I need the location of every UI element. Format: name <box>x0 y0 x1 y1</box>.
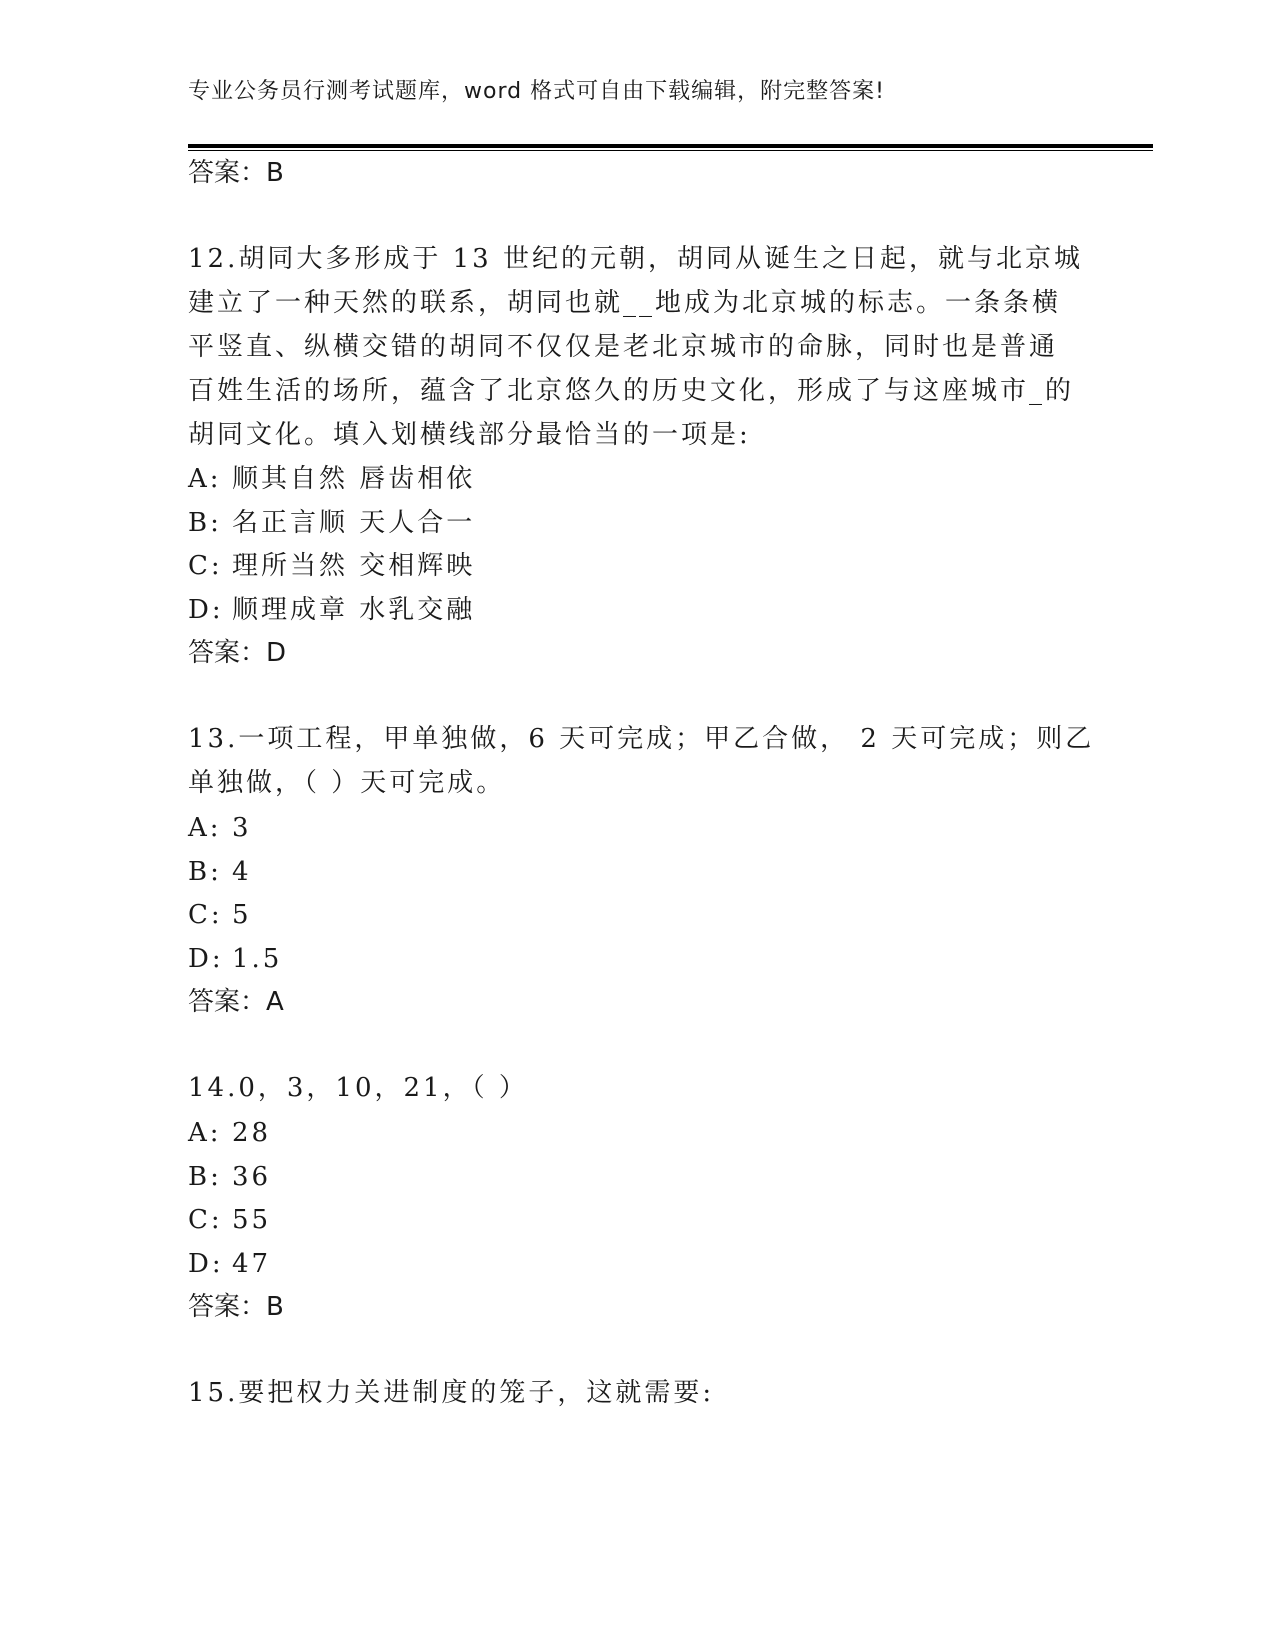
q14-stem-line-1: 14.0，3，10，21，（ ） <box>188 1073 528 1103</box>
q13-option-b <box>188 855 252 889</box>
q12-stem-line-5: 胡同文化。填入划横线部分最恰当的一项是: <box>188 420 751 450</box>
option-text: 顺理成章 水乳交融 <box>232 595 476 625</box>
option-text: 顺其自然 唇齿相依 <box>232 464 476 494</box>
q13-option-d <box>188 942 282 976</box>
q13-stem-line-1: 13.一项工程，甲单独做，6 天可完成；甲乙合做， 2 天可完成；则乙 <box>188 724 1095 754</box>
option-key: B: <box>188 1162 222 1192</box>
q15-stem-line-1: 15.要把权力关进制度的笼子，这就需要: <box>188 1378 715 1408</box>
q12-answer: 答案：D <box>188 638 287 668</box>
option-text: 理所当然 交相辉映 <box>232 551 476 581</box>
option-text: 3 <box>232 813 252 843</box>
option-text: 36 <box>232 1162 272 1192</box>
answer-previous: 答案：B <box>188 158 284 188</box>
option-key: C: <box>188 900 223 930</box>
option-text: 47 <box>232 1249 272 1279</box>
page-header: 专业公务员行测考试题库，word 格式可自由下载编辑，附完整答案! <box>188 79 885 104</box>
header-rule-thin <box>188 150 1153 151</box>
q12-stem-line-3: 平竖直、纵横交错的胡同不仅仅是老北京城市的命脉，同时也是普通 <box>188 332 1059 362</box>
option-text: 28 <box>232 1118 272 1148</box>
option-text: 1.5 <box>232 944 283 974</box>
option-key: A: <box>188 813 222 843</box>
option-key: D: <box>188 944 224 974</box>
option-key: D: <box>188 1249 224 1279</box>
option-key: B: <box>188 508 222 538</box>
q12-option-b <box>188 506 475 540</box>
q13-option-c <box>188 898 252 932</box>
header-rule-thick <box>188 144 1153 148</box>
option-key: B: <box>188 857 222 887</box>
q13-stem-line-2: 单独做，（ ）天可完成。 <box>188 768 506 798</box>
option-key: A: <box>188 1118 222 1148</box>
option-key: D: <box>188 595 224 625</box>
q12-stem-line-1: 12.胡同大多形成于 13 世纪的元朝，胡同从诞生之日起，就与北京城 <box>188 244 1083 274</box>
option-key: C: <box>188 1205 223 1235</box>
q12-option-d <box>188 593 475 627</box>
q13-answer: 答案：A <box>188 987 284 1017</box>
option-text: 名正言顺 天人合一 <box>232 508 476 538</box>
option-text: 5 <box>232 900 252 930</box>
q14-option-c <box>188 1203 271 1237</box>
q12-stem-line-2: 建立了一种天然的联系，胡同也就__地成为北京城的标志。一条条横 <box>188 288 1062 318</box>
q12-option-c <box>188 549 475 583</box>
q13-option-a <box>188 811 252 845</box>
q12-stem-line-4: 百姓生活的场所，蕴含了北京悠久的历史文化，形成了与这座城市_的 <box>188 376 1075 406</box>
q14-answer: 答案：B <box>188 1292 284 1322</box>
option-text: 4 <box>232 857 252 887</box>
q14-option-a <box>188 1116 271 1150</box>
q14-option-d <box>188 1247 271 1281</box>
q14-option-b <box>188 1160 271 1194</box>
option-key: C: <box>188 551 223 581</box>
q12-option-a <box>188 462 475 496</box>
option-key: A: <box>188 464 222 494</box>
option-text: 55 <box>232 1205 272 1235</box>
